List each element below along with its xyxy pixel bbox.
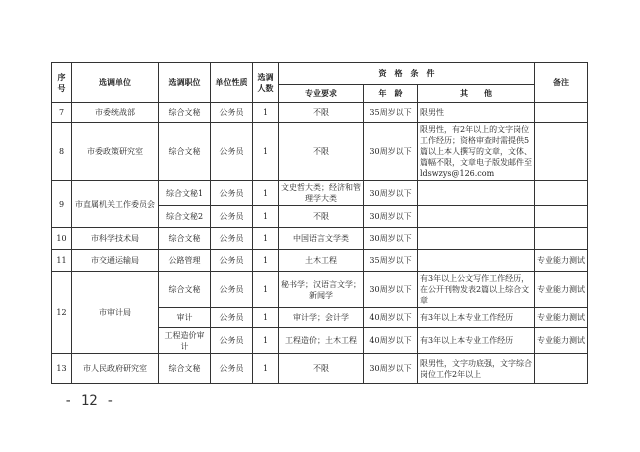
cell-unit: 市审计局 [72, 272, 159, 354]
cell-count: 1 [253, 354, 279, 384]
cell-count: 1 [253, 206, 279, 228]
cell-nature: 公务员 [211, 308, 253, 328]
cell-position: 公路管理 [159, 250, 211, 272]
header-qualifications: 资 格 条 件 [279, 63, 535, 85]
cell-seq: 8 [52, 123, 72, 181]
cell-unit: 市科学技术局 [72, 228, 159, 250]
cell-unit: 市直属机关工作委员会 [72, 181, 159, 228]
cell-major: 秘书学；汉语言文学；新闻学 [279, 272, 364, 308]
cell-seq: 12 [52, 272, 72, 354]
cell-other [418, 206, 535, 228]
cell-major: 文史哲大类；经济和管理学大类 [279, 181, 364, 206]
cell-position: 综合文秘2 [159, 206, 211, 228]
header-other: 其 他 [418, 85, 535, 103]
cell-seq: 9 [52, 181, 72, 228]
cell-nature: 公务员 [211, 328, 253, 354]
cell-age: 30周岁以下 [364, 123, 418, 181]
cell-position: 综合文秘 [159, 123, 211, 181]
cell-remark [535, 181, 588, 206]
cell-count: 1 [253, 103, 279, 123]
header-position: 选调职位 [159, 63, 211, 103]
cell-unit: 市委统战部 [72, 103, 159, 123]
cell-unit: 市委政策研究室 [72, 123, 159, 181]
cell-major: 不限 [279, 206, 364, 228]
cell-count: 1 [253, 228, 279, 250]
cell-nature: 公务员 [211, 103, 253, 123]
table-row [52, 103, 588, 123]
cell-remark: 专业能力测试 [535, 328, 588, 354]
header-major: 专业要求 [279, 85, 364, 103]
cell-major: 不限 [279, 354, 364, 384]
header-seq: 序号 [52, 63, 72, 103]
cell-nature: 公务员 [211, 228, 253, 250]
cell-count: 1 [253, 328, 279, 354]
cell-count: 1 [253, 123, 279, 181]
cell-age: 40周岁以下 [364, 308, 418, 328]
header-nature: 单位性质 [211, 63, 253, 103]
cell-age: 30周岁以下 [364, 228, 418, 250]
cell-position: 审计 [159, 308, 211, 328]
header-count: 选调人数 [253, 63, 279, 103]
cell-position: 综合文秘 [159, 103, 211, 123]
table-row [52, 250, 588, 272]
cell-position: 综合文秘 [159, 272, 211, 308]
cell-nature: 公务员 [211, 206, 253, 228]
cell-age: 30周岁以下 [364, 181, 418, 206]
cell-other: 限男性，有2年以上的文字岗位工作经历；资格审查时需提供5篇以上本人撰写的文章，文体、篇幅不限，文章电子版发邮件至 ldswzys@126.com [418, 123, 535, 181]
cell-nature: 公务员 [211, 354, 253, 384]
header-age: 年 龄 [364, 85, 418, 103]
cell-major: 审计学；会计学 [279, 308, 364, 328]
cell-remark [535, 228, 588, 250]
cell-other: 有3年以上本专业工作经历 [418, 308, 535, 328]
cell-other [418, 181, 535, 206]
cell-age: 30周岁以下 [364, 272, 418, 308]
cell-major: 土木工程 [279, 250, 364, 272]
cell-other: 限男性，文字功底强，文字综合岗位工作2年以上 [418, 354, 535, 384]
cell-remark: 专业能力测试 [535, 308, 588, 328]
cell-nature: 公务员 [211, 250, 253, 272]
cell-count: 1 [253, 272, 279, 308]
cell-age: 30周岁以下 [364, 354, 418, 384]
cell-unit: 市人民政府研究室 [72, 354, 159, 384]
header-unit: 选调单位 [72, 63, 159, 103]
cell-count: 1 [253, 308, 279, 328]
cell-remark [535, 103, 588, 123]
cell-age: 40周岁以下 [364, 328, 418, 354]
cell-seq: 13 [52, 354, 72, 384]
cell-nature: 公务员 [211, 272, 253, 308]
cell-major: 不限 [279, 123, 364, 181]
recruitment-table [51, 62, 588, 384]
cell-other: 有3年以上公文写作工作经历，在公开刊物发表2篇以上综合文章 [418, 272, 535, 308]
cell-position: 综合文秘1 [159, 181, 211, 206]
cell-age: 35周岁以下 [364, 250, 418, 272]
page-number: - 12 - [64, 393, 115, 409]
cell-count: 1 [253, 250, 279, 272]
cell-count: 1 [253, 181, 279, 206]
cell-seq: 7 [52, 103, 72, 123]
table-row [52, 272, 588, 308]
cell-seq: 11 [52, 250, 72, 272]
cell-nature: 公务员 [211, 181, 253, 206]
table-row [52, 228, 588, 250]
cell-other [418, 250, 535, 272]
table-row [52, 181, 588, 206]
cell-age: 30周岁以下 [364, 206, 418, 228]
table-row [52, 123, 588, 181]
cell-remark: 专业能力测试 [535, 250, 588, 272]
cell-other: 有3年以上本专业工作经历 [418, 328, 535, 354]
cell-other: 限男性 [418, 103, 535, 123]
cell-nature: 公务员 [211, 123, 253, 181]
cell-major: 不限 [279, 103, 364, 123]
cell-major: 工程造价；土木工程 [279, 328, 364, 354]
cell-seq: 10 [52, 228, 72, 250]
cell-remark: 专业能力测试 [535, 272, 588, 308]
cell-position: 工程造价审计 [159, 328, 211, 354]
cell-unit: 市交通运输局 [72, 250, 159, 272]
header-remark: 备注 [535, 63, 588, 103]
cell-position: 综合文秘 [159, 228, 211, 250]
cell-remark [535, 354, 588, 384]
cell-age: 35周岁以下 [364, 103, 418, 123]
cell-other [418, 228, 535, 250]
cell-major: 中国语言文学类 [279, 228, 364, 250]
table-row [52, 354, 588, 384]
cell-position: 综合文秘 [159, 354, 211, 384]
cell-remark [535, 206, 588, 228]
cell-remark [535, 123, 588, 181]
